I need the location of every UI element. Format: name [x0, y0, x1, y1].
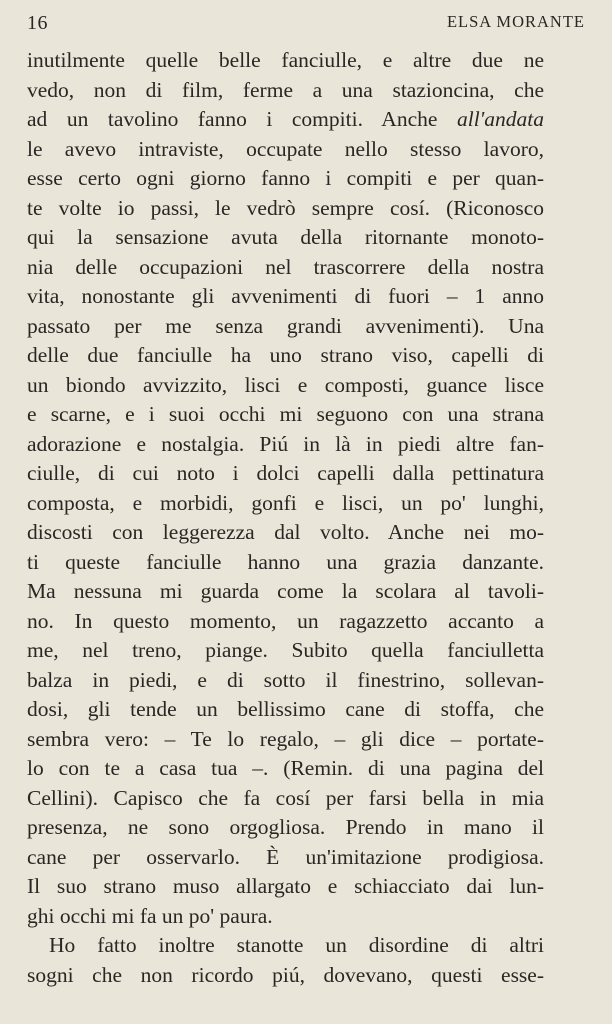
text-line: Ma nessuna mi guarda come la scolara al tavoli- — [27, 579, 544, 603]
body-text — [27, 46, 544, 990]
text-line: vita, nonostante gli avvenimenti di fuori – 1 anno — [27, 284, 544, 308]
text-line: Il suo strano muso allargato e schiacciato dai lun- — [27, 874, 544, 898]
text-line: sogni che non ricordo piú, dovevano, questi esse- — [27, 962, 544, 987]
paragraph — [27, 46, 544, 931]
text-line: cane per osservarlo. È un'imitazione prodigiosa. — [27, 844, 544, 869]
text-line: vedo, non di film, ferme a una stazioncina, che — [27, 77, 544, 102]
text-line: le avevo intraviste, occupate nello stesso lavoro, — [27, 136, 544, 161]
text-line: dosi, gli tende un bellissimo cane di stoffa, che — [27, 697, 544, 721]
text-line — [27, 105, 544, 135]
text-line: composta, e morbidi, gonfi e lisci, un po' lunghi, — [27, 490, 544, 515]
text-line: me, nel treno, piange. Subito quella fanciulletta — [27, 638, 544, 662]
text-line: e scarne, e i suoi occhi mi seguono con una strana — [27, 402, 544, 426]
text-line: balza in piedi, e di sotto il finestrino, sollevan- — [27, 667, 544, 692]
text-line: esse certo ogni giorno fanno i compiti e per quan- — [27, 166, 544, 190]
text-line: discosti con leggerezza dal volto. Anche nei mo- — [27, 520, 544, 544]
text-line: qui la sensazione avuta della ritornante monoto- — [27, 225, 544, 249]
paragraph — [27, 931, 544, 990]
text-line: passato per me senza grandi avvenimenti). Una — [27, 313, 544, 338]
text-line: no. In questo momento, un ragazzetto accanto a — [27, 608, 544, 633]
text-line: inutilmente quelle belle fanciulle, e altre due ne — [27, 48, 544, 72]
text-line: ciulle, di cui noto i dolci capelli dalla pettinatura — [27, 461, 544, 485]
text-line: presenza, ne sono orgogliosa. Prendo in mano il — [27, 815, 544, 839]
italic-emphasis: all'andata — [456, 107, 544, 131]
text-line: delle due fanciulle ha uno strano viso, capelli di — [27, 343, 544, 367]
text-line: sembra vero: – Te lo regalo, – gli dice – portate- — [27, 726, 544, 751]
running-head — [27, 12, 585, 40]
text-line: Cellini). Capisco che fa cosí per farsi bella in mia — [27, 785, 544, 810]
text-line: Ho fatto inoltre stanotte un disordine di altri — [49, 933, 544, 957]
text-line: adorazione e nostalgia. Piú in là in piedi altre fan- — [27, 431, 544, 456]
text-line-segment: ad un tavolino fanno i compiti. Anche — [27, 107, 457, 131]
text-line: ghi occhi mi fa un po' paura. — [27, 903, 273, 928]
text-line: ti queste fanciulle hanno una grazia danzante. — [27, 549, 544, 574]
author-name: ELSA MORANTE — [446, 12, 585, 31]
text-line: te volte io passi, le vedrò sempre cosí. (Riconosco — [27, 195, 544, 220]
text-line: un biondo avvizzito, lisci e composti, guance lisce — [27, 372, 544, 397]
text-line: lo con te a casa tua –. (Remin. di una pagina del — [27, 756, 544, 780]
text-line: nia delle occupazioni nel trascorrere della nostra — [27, 254, 544, 279]
page-number: 16 — [27, 12, 48, 34]
